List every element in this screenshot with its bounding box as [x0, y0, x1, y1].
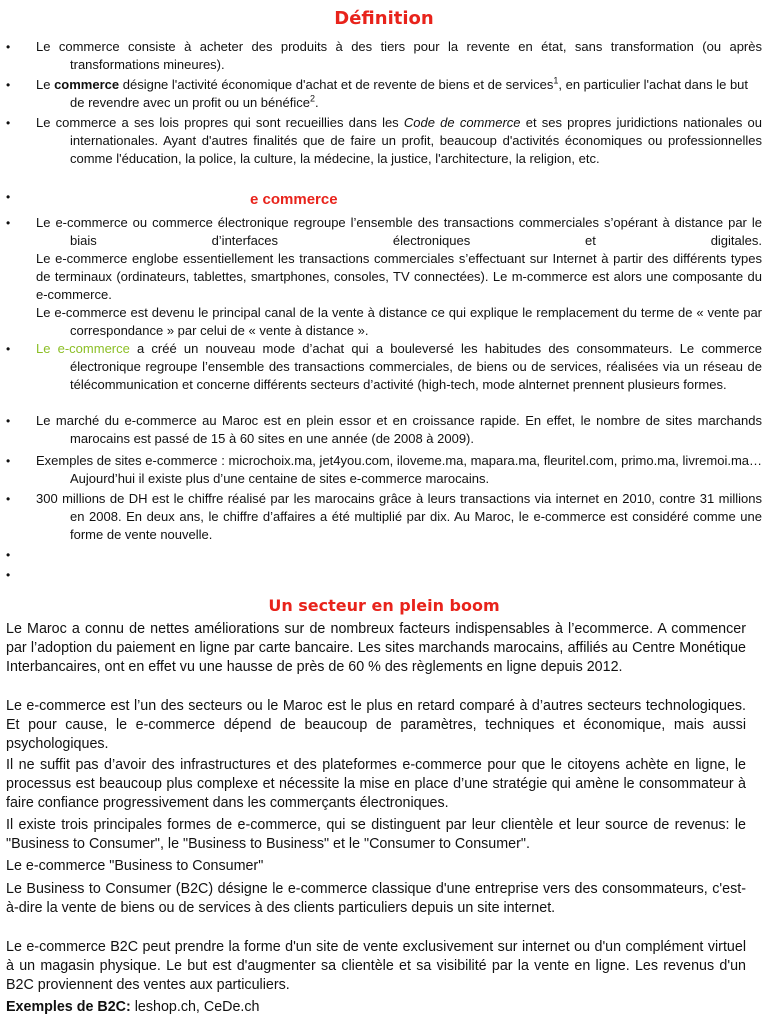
paragraph-retard: Le e-commerce est l’un des secteurs ou le Maroc est le plus en retard comparé à d’autres secteurs technologiques. Et pour cause, le e-commerce dépend de beaucoup de paramètres, techniques et économique, mais aussi psychologiques.	[6, 698, 746, 752]
paragraph-infrastructures: Il ne suffit pas d’avoir des infrastructures et des plateformes e-commerce pour que le citoyens achète en ligne, le processus est beaucoup plus complexe et nécessite la mise en place d’une stratégie qui amène le consommateur à faire confiance progressivement dans les commerçants électroniques.	[6, 757, 746, 811]
bullet-dot: •	[6, 548, 11, 562]
bullet-text: Le e-commerce a créé un nouveau mode d’achat qui a bouleversé les habitudes des consommateurs. Le commerce électronique regroupe l’ensemble des transactions commerciales, de biens ou de services, réalisées via un réseau de télécommunication et concerne différents secteurs d’activité (high-tech, mode alnternet prennent plusieurs formes.	[36, 341, 763, 392]
bullet-ecommerce-definition	[6, 214, 762, 340]
secteur-title: Un secteur en plein boom	[268, 596, 500, 615]
bullet-maroc-market	[6, 412, 762, 448]
bullet-site-examples	[6, 452, 762, 488]
code-commerce-italic: Code de commerce	[403, 115, 521, 130]
bullet-text: Le commerce a ses lois propres qui sont recueillies dans les Code de commerce et ses propres juridictions nationales ou internationales. Ayant d'autres finalités que de faire un profit, beaucoup d'activités économiques ou professionnelles comme l'éducation, la police, la culture, la médecine, la justice, l'architecture, la religion, etc.	[36, 115, 762, 166]
ecommerce-title: e commerce	[250, 191, 338, 208]
bullet-dot: •	[6, 492, 11, 506]
bullet-dot: •	[6, 568, 11, 582]
bullet-text: Le commerce désigne l'activité économique d'achat et de revente de biens et de services$^1$, en particulier l'achat dans le but de revendre avec un profit ou un bénéfice$^2$.	[36, 75, 749, 110]
paragraph-b2c-forme: Le e-commerce B2C peut prendre la forme d'un site de vente exclusivement sur internet ou d'un complément virtuel à un magasin physique. Le but est d'augmenter sa clientèle et sa visibilité par la vente en ligne. Les revenus d'un B2C proviennent des ventes aux particuliers.	[6, 939, 746, 993]
bullet-text: Le marché du e-commerce au Maroc est en plein essor et en croissance rapide. En effet, le nombre de sites marchands marocains est passé de 15 à 60 sites en une année (de 2008 à 2009).	[36, 413, 762, 446]
definition-title: Définition	[334, 8, 434, 29]
commerce-bold: commerce	[54, 77, 120, 92]
bullet-text: 300 millions de DH est le chiffre réalisé par les marocains grâce à leurs transactions via internet en 2010, contre 31 millions en 2008. En deux ans, le chiffre d’affaires a été multiplié par dix. Au Maroc, le e-commerce est considéré comme une forme de vente nouvelle.	[36, 491, 762, 542]
bullet-commerce-activity	[6, 76, 762, 112]
bullet-commerce-laws	[6, 114, 762, 168]
examples-label: Exemples de B2C:	[6, 999, 131, 1015]
bullet-dot: •	[6, 40, 11, 54]
bullet-text: Exemples de sites e-commerce : microchoix.ma, jet4you.com, iloveme.ma, mapara.ma, fleuritel.com, primo.ma, livremoi.ma… Aujourd’hui il existe plus d’une centaine de sites e-commerce marocains.	[36, 453, 762, 486]
bullet-dot: •	[6, 414, 11, 428]
paragraph-b2c-definition: Le Business to Consumer (B2C) désigne le e-commerce classique d'une entreprise vers des consommateurs, c'est-à-dire la vente de biens ou de services à des clients particuliers depuis un site internet.	[6, 881, 746, 916]
bullet-text: Le commerce consiste à acheter des produits à des tiers pour la revente en état, sans transformation (ou après transformations mineures).	[36, 39, 762, 72]
bullet-dot: •	[6, 342, 11, 356]
bullet-ecommerce-mode	[6, 340, 762, 394]
paragraph-b2c-heading: Le e-commerce "Business to Consumer"	[6, 858, 264, 874]
bullet-dot: •	[6, 190, 11, 204]
paragraph-b2c-examples	[6, 998, 746, 1017]
bullet-dot: •	[6, 216, 11, 230]
paragraph-trois-formes: Il existe trois principales formes de e-commerce, qui se distinguent par leur clientèle et leur source de revenus: le "Business to Consumer", le "Business to Business" et le "Consumer to Consumer".	[6, 817, 746, 852]
bullet-dot: •	[6, 454, 11, 468]
bullet-dot: •	[6, 78, 11, 92]
bullet-text: Le e-commerce ou commerce électronique regroupe l’ensemble des transactions commerciales s’opérant à distance par le biais d’interfaces électroniques et digitales. Le e-commerce englobe essentiellement les transactions commerciales s’effectuant sur Internet à partir des différents types de terminaux (ordinateurs, tablettes, smartphones, consoles, TV connectées). Le m-commerce est alors une composante du e-commerce. Le e-commerce est devenu le principal canal de la vente à distance ce qui explique le remplacement du terme de « vente par correspondance » par celui de « vente à distance ».	[36, 215, 762, 338]
ecommerce-green-label: Le e-commerce	[36, 341, 130, 356]
bullet-commerce-definition	[6, 38, 762, 74]
bullet-dot: •	[6, 116, 11, 130]
examples-sites: leshop.ch, CeDe.ch	[130, 999, 260, 1015]
bullet-revenue-figures	[6, 490, 762, 544]
paragraph-maroc-ameliorations: Le Maroc a connu de nettes améliorations sur de nombreux facteurs indispensables à l’ecommerce. A commencer par l’adoption du paiement en ligne par carte bancaire. Les sites marchands marocains, affiliés au Centre Monétique Interbancaires, ont en effet vu une hausse de près de 60 % des règlements en ligne depuis 2012.	[6, 621, 746, 675]
